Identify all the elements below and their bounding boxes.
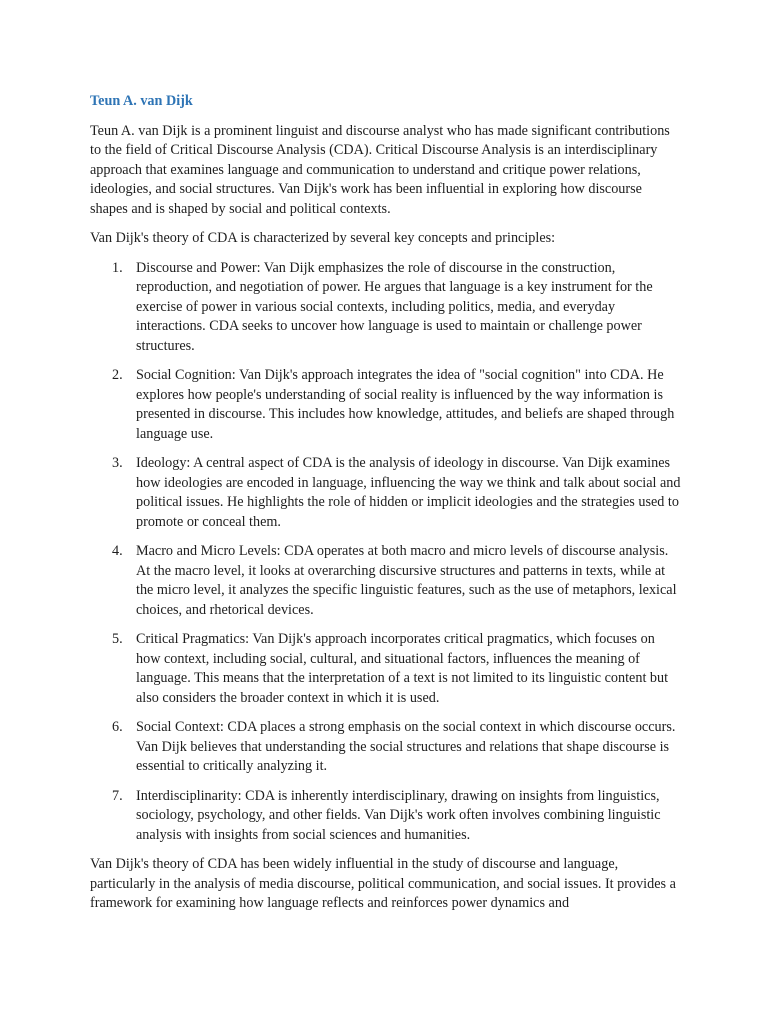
list-item-number: 1.	[112, 259, 123, 276]
list-item-number: 3.	[112, 455, 123, 471]
list-item-number: 7.	[112, 787, 123, 804]
list-item-text: Discourse and Power: Van Dijk emphasizes the role of discourse in the construction, reproduction, and negotiation of power. He argues that language is a key instrument for the exercise of power in various social contexts, including politics, media, and everyday interactions. CDA seeks to uncover how language is used to maintain or challenge power structures.	[136, 259, 653, 354]
list-item	[90, 630, 682, 708]
lead-in-paragraph: Van Dijk's theory of CDA is characterized by several key concepts and principles:	[90, 230, 556, 246]
list-item-text: Macro and Micro Levels: CDA operates at both macro and micro levels of discourse analysis. At the macro level, it looks at overarching discursive structures and patterns in texts, while at the micro level, it analyzes the specific linguistic features, such as the use of metaphors, lexical choices, and rhetorical devices.	[136, 543, 677, 618]
document-heading: Teun A. van Dijk	[90, 93, 193, 109]
list-item-number: 6.	[112, 719, 123, 735]
list-item-text: Ideology: A central aspect of CDA is the analysis of ideology in discourse. Van Dijk examines how ideologies are encoded in language, influencing the way we think and talk about social and political issues. He highlights the role of hidden or implicit ideologies and the strategies used to promote or conceal them.	[136, 455, 681, 530]
list-item-number: 2.	[112, 367, 123, 383]
document-page	[90, 92, 682, 924]
list-item	[90, 718, 682, 777]
intro-paragraph: Teun A. van Dijk is a prominent linguist and discourse analyst who has made significant contributions to the field of Critical Discourse Analysis (CDA). Critical Discourse Analysis is an interdisciplinary approach that examines language and communication to understand and critique power relations, ideologies, and social structures. Van Dijk's work has been influential in exploring how discourse shapes and is shaped by social and political contexts.	[90, 122, 670, 217]
list-item	[90, 542, 682, 620]
list-item	[90, 454, 682, 532]
list-item	[90, 259, 682, 357]
list-item	[90, 366, 682, 444]
list-item	[90, 787, 682, 846]
closing-paragraph: Van Dijk's theory of CDA has been widely influential in the study of discourse and language, particularly in the analysis of media discourse, political communication, and social issues. It provides a framework for examining how language reflects and reinforces power dynamics and	[90, 856, 676, 911]
list-item-text: Social Context: CDA places a strong emphasis on the social context in which discourse occurs. Van Dijk believes that understanding the social structures and relations that shape discourse is essential to critically analyzing it.	[136, 719, 676, 774]
list-item-text: Interdisciplinarity: CDA is inherently interdisciplinary, drawing on insights from linguistics, sociology, psychology, and other fields. Van Dijk's work often involves combining linguistic analysis with insights from social sciences and humanities.	[136, 787, 661, 843]
list-item-number: 5.	[112, 631, 123, 647]
list-item-number: 4.	[112, 543, 123, 559]
principles-list	[90, 259, 682, 846]
list-item-text: Social Cognition: Van Dijk's approach integrates the idea of "social cognition" into CDA. He explores how people's understanding of social reality is influenced by the way information is presented in discourse. This includes how knowledge, attitudes, and beliefs are shaped through language use.	[136, 367, 675, 442]
list-item-text: Critical Pragmatics: Van Dijk's approach incorporates critical pragmatics, which focuses on how context, including social, cultural, and situational factors, influences the meaning of language. This means that the interpretation of a text is not limited to its linguistic content but also considers the broader context in which it is used.	[136, 631, 669, 706]
